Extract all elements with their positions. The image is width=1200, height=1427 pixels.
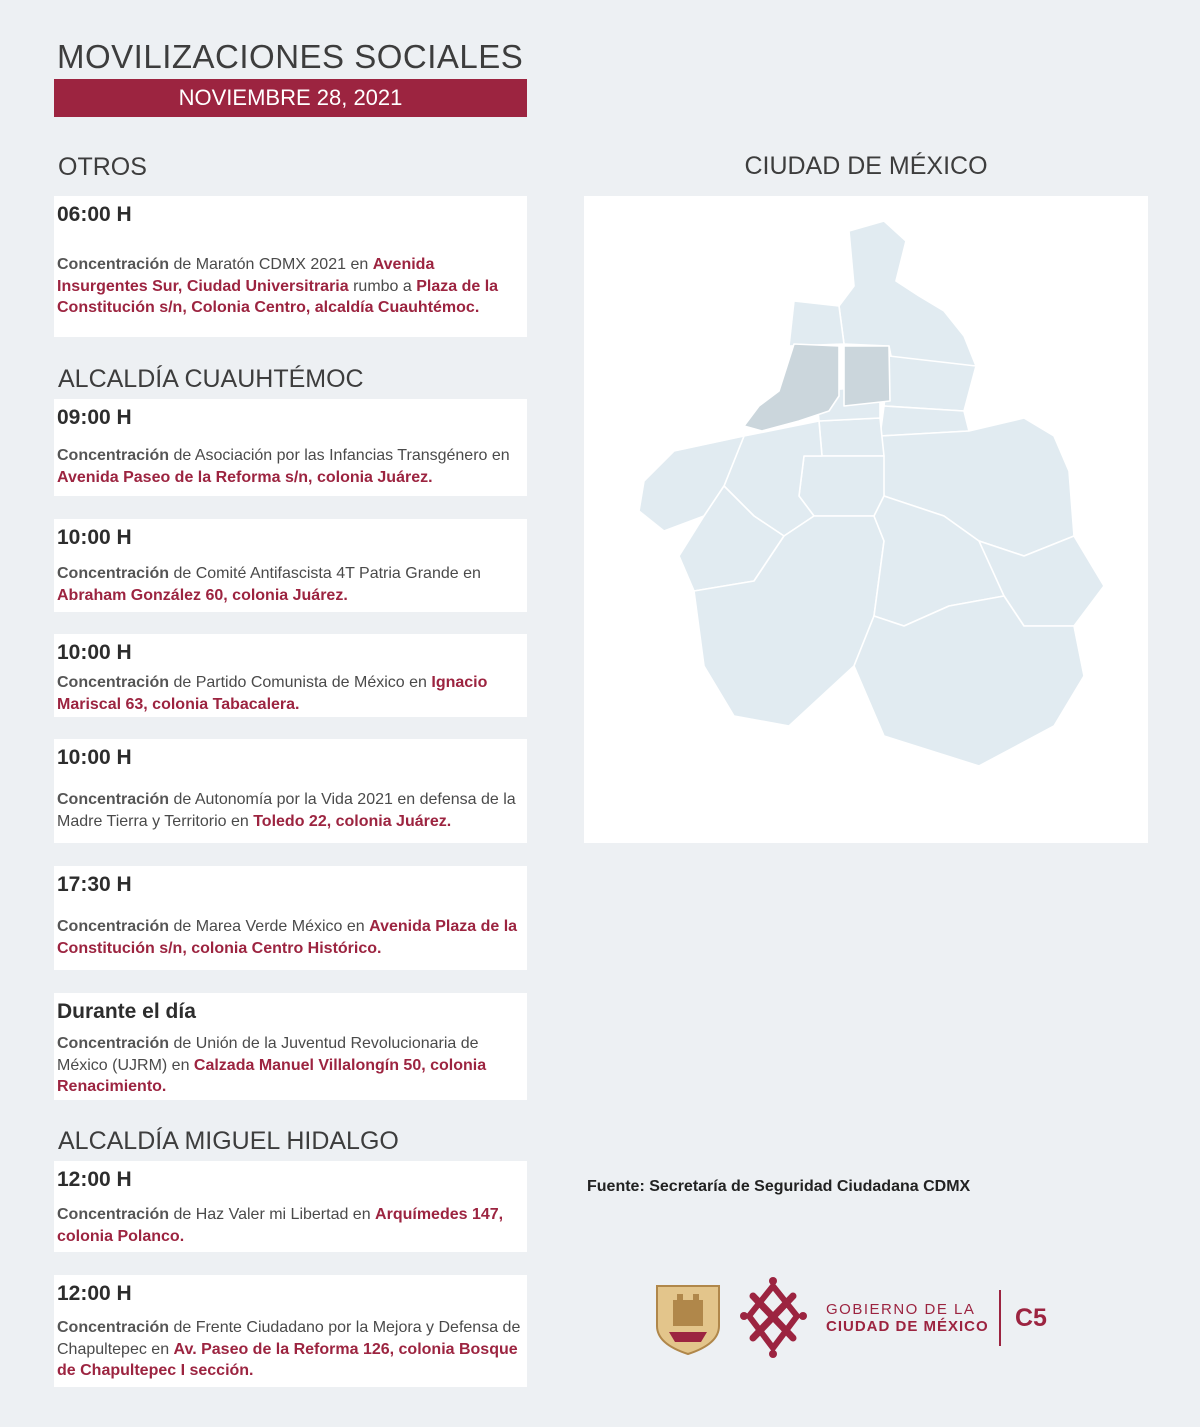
cdmx-map-svg (584, 196, 1148, 843)
map-region-coyoacan (799, 456, 884, 516)
event-type: Concentración (57, 791, 170, 808)
event-location: Avenida Plaza de la Constitución s/n, colonia Centro Histórico. (57, 918, 518, 957)
event-location: Ignacio Mariscal 63, colonia Tabacalera. (57, 674, 488, 713)
coat-of-arms-icon (657, 1286, 719, 1354)
event-time: Durante el día (57, 1000, 196, 1023)
event-destination: Plaza de la Constitución s/n, Colonia Centro, alcaldía Cuauhtémoc. (57, 277, 499, 316)
page-title: MOVILIZACIONES SOCIALES (57, 38, 524, 75)
event-time: 10:00 H (57, 526, 132, 549)
event-card (54, 399, 527, 496)
footer-logos (655, 1276, 1075, 1360)
event-type: Concentración (57, 1206, 170, 1223)
event-organizer: de Asociación por las Infancias Transgénero en (169, 447, 510, 464)
event-location: Calzada Manuel Villalongín 50, colonia Renacimiento. (57, 1056, 487, 1095)
event-type: Concentración (57, 1035, 170, 1052)
event-time: 12:00 H (57, 1168, 132, 1191)
event-card (54, 739, 527, 843)
event-description (57, 1204, 523, 1247)
event-description (57, 1033, 523, 1098)
event-organizer: de Haz Valer mi Libertad en (169, 1206, 376, 1223)
event-location: Av. Paseo de la Reforma 126, colonia Bosque de Chapultepec I sección. (57, 1340, 518, 1379)
event-location: Abraham González 60, colonia Juárez. (57, 586, 348, 604)
event-type: Concentración (57, 918, 170, 935)
event-type: Concentración (57, 447, 170, 464)
event-card (54, 866, 527, 970)
event-organizer: de Unión de la Juventud Revolucionaria de México (UJRM) en (57, 1035, 479, 1074)
government-wordmark (826, 1301, 989, 1335)
event-location: Arquímedes 147, colonia Polanco. (57, 1206, 504, 1245)
event-location: Toledo 22, colonia Juárez. (253, 812, 452, 830)
event-organizer: de Maratón CDMX 2021 en (169, 256, 373, 273)
map-region-azcapotzalco-north (789, 301, 844, 346)
event-time: 17:30 H (57, 873, 132, 896)
event-description (57, 1317, 523, 1382)
government-line-1: GOBIERNO DE LA (826, 1301, 976, 1318)
event-description (57, 563, 523, 606)
map-region-venustiano-carranza (884, 356, 976, 411)
event-organizer: de Partido Comunista de México en (169, 674, 432, 691)
event-description (57, 445, 523, 488)
event-time: 09:00 H (57, 406, 132, 429)
map-region-benito-juarez (819, 418, 884, 456)
c5-logo: C5 (1015, 1304, 1047, 1332)
event-organizer: de Comité Antifascista 4T Patria Grande en (169, 565, 481, 582)
event-card (54, 634, 527, 717)
event-description (57, 789, 523, 832)
event-connector: rumbo a (348, 277, 417, 295)
event-time: 12:00 H (57, 1282, 132, 1305)
event-description (57, 916, 523, 959)
cdmx-emblem-icon (749, 1286, 797, 1348)
map-title: CIUDAD DE MÉXICO (744, 152, 988, 180)
event-organizer: de Marea Verde México en (169, 918, 370, 935)
section-title-cuauhtemoc: ALCALDÍA CUAUHTÉMOC (58, 365, 364, 393)
event-organizer: de Autonomía por la Vida 2021 en defensa de la Madre Tierra y Territorio en (57, 791, 516, 830)
government-line-2: CIUDAD DE MÉXICO (826, 1318, 989, 1335)
event-card (54, 196, 527, 337)
event-time: 10:00 H (57, 641, 132, 664)
event-card (54, 993, 527, 1100)
event-organizer: de Frente Ciudadano por la Mejora y Defensa de Chapultepec en (57, 1319, 521, 1358)
event-description (57, 254, 523, 319)
date-banner: NOVIEMBRE 28, 2021 (54, 79, 527, 117)
event-card (54, 1161, 527, 1252)
cdmx-map (584, 196, 1148, 843)
logo-divider (999, 1290, 1001, 1346)
section-title-otros: OTROS (58, 153, 147, 181)
event-type: Concentración (57, 674, 170, 691)
source-note: Fuente: Secretaría de Seguridad Ciudadana CDMX (587, 1178, 971, 1195)
section-title-miguel-hidalgo: ALCALDÍA MIGUEL HIDALGO (58, 1127, 399, 1155)
map-region-cuauhtemoc (844, 346, 890, 406)
event-description (57, 672, 523, 715)
event-time: 06:00 H (57, 203, 132, 226)
event-time: 10:00 H (57, 746, 132, 769)
event-card (54, 519, 527, 612)
event-type: Concentración (57, 1319, 170, 1336)
event-location: Avenida Insurgentes Sur, Ciudad Universitraria (57, 256, 435, 295)
event-location: Avenida Paseo de la Reforma s/n, colonia Juárez. (57, 468, 433, 486)
event-card (54, 1275, 527, 1387)
event-type: Concentración (57, 256, 170, 273)
event-type: Concentración (57, 565, 170, 582)
